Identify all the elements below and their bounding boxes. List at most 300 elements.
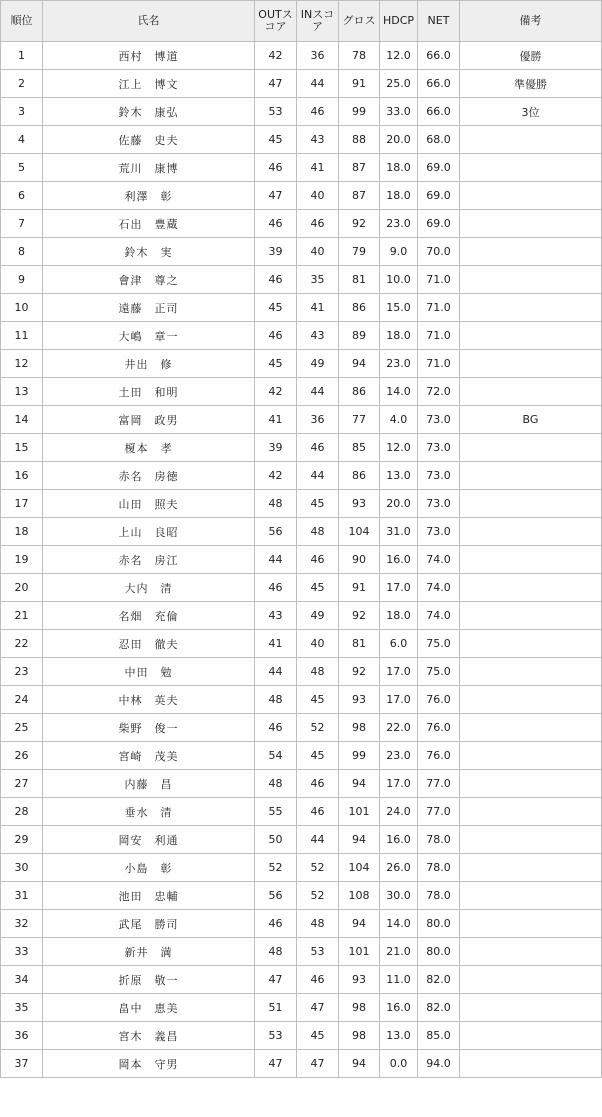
out-score-cell: 47 [255, 1050, 297, 1078]
gross-score-cell: 86 [339, 294, 380, 322]
note-cell [460, 658, 602, 686]
gross-score-cell: 94 [339, 826, 380, 854]
handicap-cell: 18.0 [380, 322, 418, 350]
in-score-cell: 46 [297, 546, 339, 574]
net-score-cell: 66.0 [418, 42, 460, 70]
rank-cell: 24 [1, 686, 43, 714]
table-row [1, 406, 602, 434]
out-score-cell: 48 [255, 686, 297, 714]
net-score-cell: 85.0 [418, 1022, 460, 1050]
table-row [1, 70, 602, 98]
in-score-cell: 49 [297, 602, 339, 630]
gross-score-cell: 88 [339, 126, 380, 154]
gross-score-cell: 77 [339, 406, 380, 434]
out-score-cell: 52 [255, 854, 297, 882]
out-score-cell: 46 [255, 714, 297, 742]
player-name-cell: 中田 勉 [43, 658, 255, 686]
note-cell [460, 210, 602, 238]
note-cell [460, 910, 602, 938]
player-name-cell: 榎本 孝 [43, 434, 255, 462]
note-cell [460, 126, 602, 154]
player-name-cell: 畠中 恵美 [43, 994, 255, 1022]
out-score-cell: 46 [255, 154, 297, 182]
net-score-cell: 80.0 [418, 910, 460, 938]
net-score-cell: 71.0 [418, 266, 460, 294]
table-row [1, 798, 602, 826]
net-score-cell: 71.0 [418, 294, 460, 322]
note-cell [460, 182, 602, 210]
handicap-cell: 23.0 [380, 742, 418, 770]
gross-score-cell: 90 [339, 546, 380, 574]
player-name-cell: 佐藤 史夫 [43, 126, 255, 154]
in-score-cell: 52 [297, 714, 339, 742]
handicap-cell: 21.0 [380, 938, 418, 966]
table-body [1, 42, 602, 1078]
in-score-cell: 45 [297, 574, 339, 602]
player-name-cell: 井出 修 [43, 350, 255, 378]
net-score-cell: 77.0 [418, 770, 460, 798]
table-row [1, 98, 602, 126]
in-score-cell: 35 [297, 266, 339, 294]
header-hdcp: HDCP [380, 1, 418, 42]
table-row [1, 126, 602, 154]
table-row [1, 574, 602, 602]
handicap-cell: 17.0 [380, 686, 418, 714]
in-score-cell: 53 [297, 938, 339, 966]
table-row [1, 882, 602, 910]
player-name-cell: 武尾 勝司 [43, 910, 255, 938]
gross-score-cell: 94 [339, 1050, 380, 1078]
player-name-cell: 江上 博文 [43, 70, 255, 98]
in-score-cell: 52 [297, 882, 339, 910]
in-score-cell: 46 [297, 210, 339, 238]
net-score-cell: 66.0 [418, 98, 460, 126]
in-score-cell: 45 [297, 686, 339, 714]
note-cell [460, 546, 602, 574]
net-score-cell: 76.0 [418, 714, 460, 742]
gross-score-cell: 92 [339, 210, 380, 238]
rank-cell: 5 [1, 154, 43, 182]
net-score-cell: 76.0 [418, 742, 460, 770]
handicap-cell: 17.0 [380, 770, 418, 798]
header-name: 氏名 [43, 1, 255, 42]
note-cell [460, 462, 602, 490]
in-score-cell: 47 [297, 994, 339, 1022]
gross-score-cell: 85 [339, 434, 380, 462]
out-score-cell: 48 [255, 490, 297, 518]
table-row [1, 826, 602, 854]
net-score-cell: 80.0 [418, 938, 460, 966]
rank-cell: 18 [1, 518, 43, 546]
table-row [1, 910, 602, 938]
handicap-cell: 13.0 [380, 1022, 418, 1050]
table-row [1, 210, 602, 238]
rank-cell: 17 [1, 490, 43, 518]
note-cell [460, 266, 602, 294]
out-score-cell: 47 [255, 966, 297, 994]
net-score-cell: 77.0 [418, 798, 460, 826]
note-cell [460, 574, 602, 602]
in-score-cell: 44 [297, 70, 339, 98]
out-score-cell: 47 [255, 70, 297, 98]
gross-score-cell: 79 [339, 238, 380, 266]
out-score-cell: 53 [255, 98, 297, 126]
player-name-cell: 垂水 清 [43, 798, 255, 826]
gross-score-cell: 94 [339, 770, 380, 798]
handicap-cell: 6.0 [380, 630, 418, 658]
handicap-cell: 18.0 [380, 154, 418, 182]
rank-cell: 26 [1, 742, 43, 770]
in-score-cell: 36 [297, 406, 339, 434]
rank-cell: 35 [1, 994, 43, 1022]
gross-score-cell: 108 [339, 882, 380, 910]
handicap-cell: 18.0 [380, 182, 418, 210]
handicap-cell: 13.0 [380, 462, 418, 490]
out-score-cell: 48 [255, 938, 297, 966]
player-name-cell: 名畑 充倫 [43, 602, 255, 630]
rank-cell: 7 [1, 210, 43, 238]
note-cell [460, 294, 602, 322]
player-name-cell: 新井 満 [43, 938, 255, 966]
out-score-cell: 39 [255, 238, 297, 266]
table-row [1, 322, 602, 350]
player-name-cell: 遠藤 正司 [43, 294, 255, 322]
handicap-cell: 9.0 [380, 238, 418, 266]
table-row [1, 714, 602, 742]
table-row [1, 294, 602, 322]
in-score-cell: 48 [297, 518, 339, 546]
note-cell [460, 238, 602, 266]
gross-score-cell: 94 [339, 910, 380, 938]
table-row [1, 378, 602, 406]
out-score-cell: 50 [255, 826, 297, 854]
header-gross: グロス [339, 1, 380, 42]
rank-cell: 30 [1, 854, 43, 882]
out-score-cell: 42 [255, 462, 297, 490]
out-score-cell: 44 [255, 658, 297, 686]
handicap-cell: 16.0 [380, 826, 418, 854]
in-score-cell: 41 [297, 154, 339, 182]
note-cell: BG [460, 406, 602, 434]
rank-cell: 11 [1, 322, 43, 350]
rank-cell: 14 [1, 406, 43, 434]
table-row [1, 154, 602, 182]
in-score-cell: 48 [297, 910, 339, 938]
gross-score-cell: 98 [339, 1022, 380, 1050]
table-row [1, 630, 602, 658]
net-score-cell: 74.0 [418, 602, 460, 630]
handicap-cell: 12.0 [380, 434, 418, 462]
out-score-cell: 46 [255, 910, 297, 938]
note-cell: 優勝 [460, 42, 602, 70]
out-score-cell: 56 [255, 518, 297, 546]
in-score-cell: 43 [297, 322, 339, 350]
gross-score-cell: 92 [339, 658, 380, 686]
note-cell [460, 1022, 602, 1050]
gross-score-cell: 81 [339, 630, 380, 658]
out-score-cell: 42 [255, 378, 297, 406]
out-score-cell: 47 [255, 182, 297, 210]
rank-cell: 28 [1, 798, 43, 826]
out-score-cell: 45 [255, 294, 297, 322]
in-score-cell: 46 [297, 434, 339, 462]
in-score-cell: 52 [297, 854, 339, 882]
out-score-cell: 45 [255, 350, 297, 378]
player-name-cell: 赤名 房江 [43, 546, 255, 574]
header-rank: 順位 [1, 1, 43, 42]
handicap-cell: 18.0 [380, 602, 418, 630]
note-cell [460, 1050, 602, 1078]
gross-score-cell: 86 [339, 462, 380, 490]
player-name-cell: 内藤 昌 [43, 770, 255, 798]
in-score-cell: 46 [297, 798, 339, 826]
handicap-cell: 24.0 [380, 798, 418, 826]
table-header [1, 1, 602, 42]
header-row [1, 1, 602, 42]
gross-score-cell: 89 [339, 322, 380, 350]
out-score-cell: 46 [255, 322, 297, 350]
note-cell [460, 434, 602, 462]
header-net: NET [418, 1, 460, 42]
rank-cell: 13 [1, 378, 43, 406]
in-score-cell: 40 [297, 238, 339, 266]
gross-score-cell: 98 [339, 714, 380, 742]
rank-cell: 10 [1, 294, 43, 322]
in-score-cell: 49 [297, 350, 339, 378]
header-out-score: OUTスコア [255, 1, 297, 42]
handicap-cell: 12.0 [380, 42, 418, 70]
out-score-cell: 53 [255, 1022, 297, 1050]
rank-cell: 16 [1, 462, 43, 490]
table-row [1, 490, 602, 518]
player-name-cell: 折原 敬一 [43, 966, 255, 994]
handicap-cell: 14.0 [380, 378, 418, 406]
gross-score-cell: 87 [339, 154, 380, 182]
player-name-cell: 山田 照夫 [43, 490, 255, 518]
net-score-cell: 70.0 [418, 238, 460, 266]
out-score-cell: 56 [255, 882, 297, 910]
rank-cell: 6 [1, 182, 43, 210]
handicap-cell: 14.0 [380, 910, 418, 938]
gross-score-cell: 94 [339, 350, 380, 378]
handicap-cell: 0.0 [380, 1050, 418, 1078]
gross-score-cell: 91 [339, 574, 380, 602]
player-name-cell: 岡本 守男 [43, 1050, 255, 1078]
player-name-cell: 大嶋 章一 [43, 322, 255, 350]
note-cell [460, 798, 602, 826]
out-score-cell: 45 [255, 126, 297, 154]
rank-cell: 32 [1, 910, 43, 938]
note-cell [460, 350, 602, 378]
in-score-cell: 46 [297, 770, 339, 798]
note-cell [460, 154, 602, 182]
gross-score-cell: 104 [339, 518, 380, 546]
handicap-cell: 17.0 [380, 658, 418, 686]
out-score-cell: 46 [255, 266, 297, 294]
table-row [1, 994, 602, 1022]
gross-score-cell: 99 [339, 98, 380, 126]
gross-score-cell: 87 [339, 182, 380, 210]
rank-cell: 20 [1, 574, 43, 602]
rank-cell: 29 [1, 826, 43, 854]
rank-cell: 15 [1, 434, 43, 462]
gross-score-cell: 93 [339, 966, 380, 994]
handicap-cell: 20.0 [380, 126, 418, 154]
rank-cell: 36 [1, 1022, 43, 1050]
handicap-cell: 17.0 [380, 574, 418, 602]
in-score-cell: 44 [297, 826, 339, 854]
table-row [1, 1022, 602, 1050]
net-score-cell: 72.0 [418, 378, 460, 406]
net-score-cell: 71.0 [418, 350, 460, 378]
net-score-cell: 76.0 [418, 686, 460, 714]
table-row [1, 770, 602, 798]
net-score-cell: 69.0 [418, 182, 460, 210]
in-score-cell: 36 [297, 42, 339, 70]
rank-cell: 3 [1, 98, 43, 126]
handicap-cell: 15.0 [380, 294, 418, 322]
table-row [1, 462, 602, 490]
handicap-cell: 11.0 [380, 966, 418, 994]
in-score-cell: 40 [297, 630, 339, 658]
handicap-cell: 23.0 [380, 210, 418, 238]
gross-score-cell: 101 [339, 798, 380, 826]
handicap-cell: 16.0 [380, 546, 418, 574]
player-name-cell: 柴野 俊一 [43, 714, 255, 742]
net-score-cell: 66.0 [418, 70, 460, 98]
rank-cell: 22 [1, 630, 43, 658]
player-name-cell: 池田 忠輔 [43, 882, 255, 910]
net-score-cell: 73.0 [418, 462, 460, 490]
gross-score-cell: 78 [339, 42, 380, 70]
handicap-cell: 26.0 [380, 854, 418, 882]
table-row [1, 602, 602, 630]
in-score-cell: 45 [297, 1022, 339, 1050]
header-in-score: INスコア [297, 1, 339, 42]
note-cell [460, 322, 602, 350]
in-score-cell: 47 [297, 1050, 339, 1078]
net-score-cell: 82.0 [418, 966, 460, 994]
handicap-cell: 10.0 [380, 266, 418, 294]
net-score-cell: 73.0 [418, 434, 460, 462]
out-score-cell: 54 [255, 742, 297, 770]
in-score-cell: 48 [297, 658, 339, 686]
note-cell [460, 630, 602, 658]
out-score-cell: 46 [255, 574, 297, 602]
net-score-cell: 73.0 [418, 490, 460, 518]
table-row [1, 434, 602, 462]
out-score-cell: 55 [255, 798, 297, 826]
note-cell [460, 770, 602, 798]
net-score-cell: 68.0 [418, 126, 460, 154]
out-score-cell: 41 [255, 406, 297, 434]
note-cell [460, 714, 602, 742]
player-name-cell: 鈴木 実 [43, 238, 255, 266]
rank-cell: 37 [1, 1050, 43, 1078]
gross-score-cell: 93 [339, 490, 380, 518]
gross-score-cell: 92 [339, 602, 380, 630]
note-cell [460, 742, 602, 770]
header-note: 備考 [460, 1, 602, 42]
note-cell: 準優勝 [460, 70, 602, 98]
in-score-cell: 46 [297, 966, 339, 994]
table-row [1, 42, 602, 70]
out-score-cell: 46 [255, 210, 297, 238]
note-cell [460, 854, 602, 882]
table-row [1, 658, 602, 686]
player-name-cell: 鈴木 康弘 [43, 98, 255, 126]
gross-score-cell: 81 [339, 266, 380, 294]
handicap-cell: 23.0 [380, 350, 418, 378]
table-row [1, 966, 602, 994]
net-score-cell: 69.0 [418, 154, 460, 182]
player-name-cell: 中林 英夫 [43, 686, 255, 714]
out-score-cell: 51 [255, 994, 297, 1022]
in-score-cell: 43 [297, 126, 339, 154]
player-name-cell: 赤名 房徳 [43, 462, 255, 490]
player-name-cell: 宮崎 茂美 [43, 742, 255, 770]
handicap-cell: 33.0 [380, 98, 418, 126]
out-score-cell: 48 [255, 770, 297, 798]
net-score-cell: 69.0 [418, 210, 460, 238]
handicap-cell: 22.0 [380, 714, 418, 742]
gross-score-cell: 104 [339, 854, 380, 882]
net-score-cell: 94.0 [418, 1050, 460, 1078]
net-score-cell: 74.0 [418, 546, 460, 574]
table-row [1, 238, 602, 266]
gross-score-cell: 98 [339, 994, 380, 1022]
player-name-cell: 土田 和明 [43, 378, 255, 406]
handicap-cell: 30.0 [380, 882, 418, 910]
note-cell [460, 518, 602, 546]
table-row [1, 182, 602, 210]
rank-cell: 33 [1, 938, 43, 966]
player-name-cell: 利澤 彰 [43, 182, 255, 210]
rank-cell: 2 [1, 70, 43, 98]
handicap-cell: 16.0 [380, 994, 418, 1022]
table-row [1, 266, 602, 294]
net-score-cell: 73.0 [418, 518, 460, 546]
player-name-cell: 會津 尊之 [43, 266, 255, 294]
note-cell [460, 938, 602, 966]
handicap-cell: 25.0 [380, 70, 418, 98]
net-score-cell: 74.0 [418, 574, 460, 602]
player-name-cell: 富岡 政男 [43, 406, 255, 434]
rank-cell: 23 [1, 658, 43, 686]
rank-cell: 34 [1, 966, 43, 994]
table-row [1, 350, 602, 378]
player-name-cell: 小島 彰 [43, 854, 255, 882]
in-score-cell: 41 [297, 294, 339, 322]
rank-cell: 19 [1, 546, 43, 574]
handicap-cell: 4.0 [380, 406, 418, 434]
net-score-cell: 75.0 [418, 658, 460, 686]
note-cell [460, 826, 602, 854]
in-score-cell: 45 [297, 742, 339, 770]
rank-cell: 31 [1, 882, 43, 910]
player-name-cell: 岡安 利通 [43, 826, 255, 854]
rank-cell: 9 [1, 266, 43, 294]
net-score-cell: 75.0 [418, 630, 460, 658]
rank-cell: 4 [1, 126, 43, 154]
in-score-cell: 44 [297, 462, 339, 490]
net-score-cell: 78.0 [418, 854, 460, 882]
player-name-cell: 上山 良昭 [43, 518, 255, 546]
out-score-cell: 42 [255, 42, 297, 70]
net-score-cell: 78.0 [418, 882, 460, 910]
in-score-cell: 44 [297, 378, 339, 406]
table-row [1, 546, 602, 574]
